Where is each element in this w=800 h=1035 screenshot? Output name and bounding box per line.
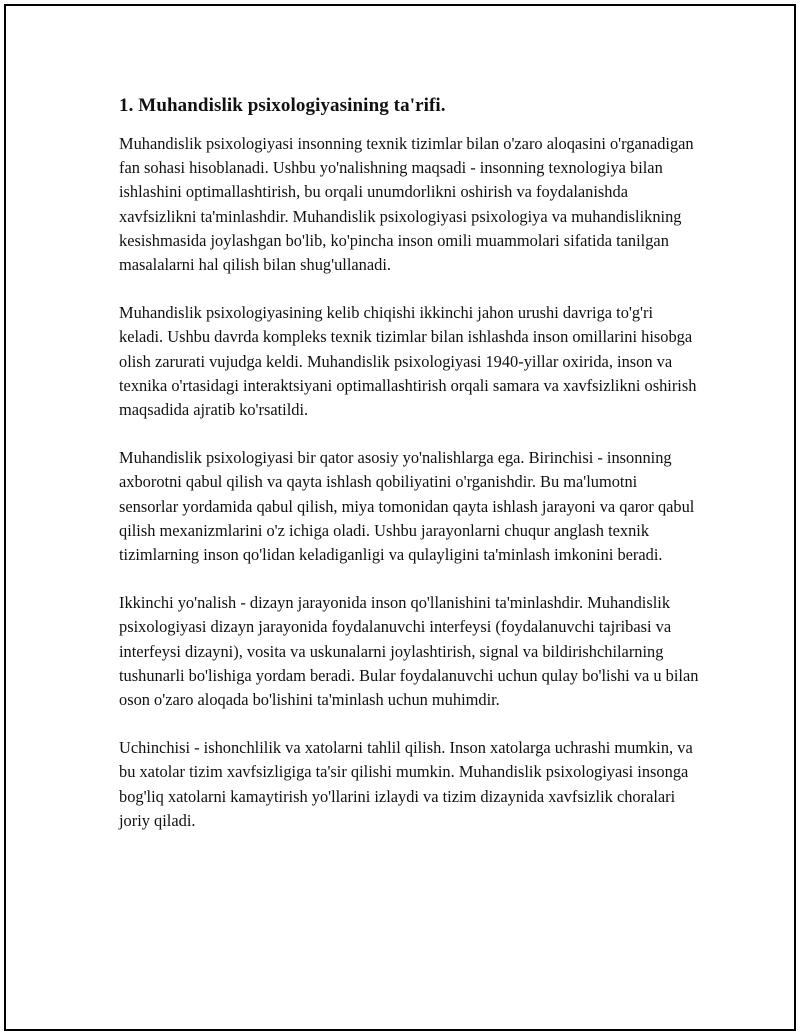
paragraph-definition: Muhandislik psixologiyasi insonning texnik tizimlar bilan o'zaro aloqasini o'rganadigan fan sohasi hisoblanadi. Ushbu yo'nalishning maqsadi - insonning texnologiya bilan ishlashini optimallashtirish, bu orqali unumdorlikni oshirish va foydalanishda xavfsizlikni ta'minlashdir. Muhandislik psixologiyasi psixologiya va muhandislikning kesishmasida joylashgan bo'lib, ko'pincha inson omili muammolari sifatida tanilgan masalalarni hal qilish bilan shug'ullanadi.: [119, 134, 694, 275]
paragraph-third-direction: Uchinchisi - ishonchlilik va xatolarni tahlil qilish. Inson xatolarga uchrashi mumkin, va bu xatolar tizim xavfsizligiga ta'sir qilishi mumkin. Muhandislik psixologiyasi insonga bog'liq xatolarni kamaytirish yo'llarini izlaydi va tizim dizaynida xavfsizlik choralari joriy qiladi.: [119, 738, 693, 830]
section-heading: 1. Muhandislik psixologiyasining ta'rifi.: [119, 95, 446, 116]
page-frame: [4, 4, 796, 1031]
document-body: [119, 94, 699, 857]
paragraph-first-direction: Muhandislik psixologiyasi bir qator asosiy yo'nalishlarga ega. Birinchisi - insonning axborotni qabul qilish va qayta ishlash qobiliyatini o'rganishdir. Bu ma'lumotni sensorlar yordamida qabul qilish, miya tomonidan qayta ishlash jarayoni va qaror qabul qilish mexanizmlarini o'z ichiga oladi. Ushbu jarayonlarni chuqur anglash texnik tizimlarning inson qo'lidan keladiganligi va qulayligini ta'minlash imkonini beradi.: [119, 448, 695, 565]
paragraph-second-direction: Ikkinchi yo'nalish - dizayn jarayonida inson qo'llanishini ta'minlashdir. Muhandislik psixologiyasi dizayn jarayonida foydalanuvchi interfeysi (foydalanuvchi tajribasi va interfeysi dizayni), vosita va uskunalarni joylashtirish, signal va bildirishchilarning tushunarli bo'lishiga yordam beradi. Bular foydalanuvchi uchun qulay bo'lishi va u bilan oson o'zaro aloqada bo'lishini ta'minlash uchun muhimdir.: [119, 593, 699, 710]
paragraph-origin: Muhandislik psixologiyasining kelib chiqishi ikkinchi jahon urushi davriga to'g'ri keladi. Ushbu davrda kompleks texnik tizimlar bilan ishlashda inson omillarini hisobga olish zarurati vujudga keldi. Muhandislik psixologiyasi 1940-yillar oxirida, inson va texnika o'rtasidagi interaktsiyani optimallashtirish orqali samara va xavfsizlikni oshirish maqsadida ajratib ko'rsatildi.: [119, 303, 697, 420]
